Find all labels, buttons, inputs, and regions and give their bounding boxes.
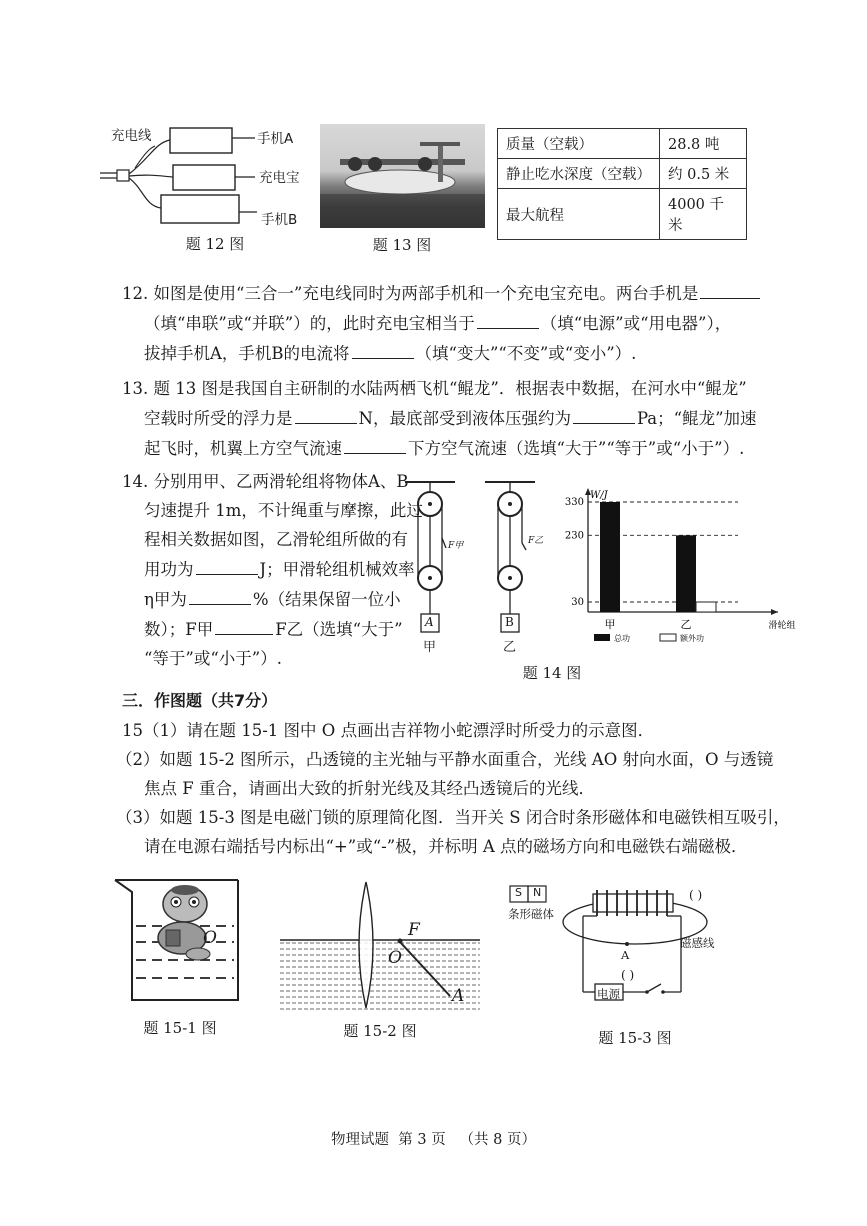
label-cable: 充电线 — [111, 128, 152, 144]
label-phone-b: 手机B — [261, 212, 298, 228]
object-a-label: A — [425, 615, 434, 629]
fig15-1-point-o: O — [203, 928, 217, 948]
question-14: 14. 分别用甲、乙两滑轮组将物体A、B 匀速提升 1m，不计绳重与摩擦，此过 程相关数据如图，乙滑轮组所做的有 用功为 J；甲滑轮组机械效率 η甲为 %（结果保留一位小 数）；F甲 F乙（选填“大于” “等于”或“小于”）. — [122, 472, 423, 668]
y-tick-label: 30 — [571, 597, 584, 608]
fig15-2-f: F — [408, 920, 420, 940]
page-footer: 物理试题 第 3 页 （共 8 页） — [331, 1132, 536, 1148]
figure-15-2 — [280, 880, 480, 1045]
power-source-label: 电源 — [597, 987, 620, 1001]
fig15-1-caption: 题 15-1 图 — [143, 1019, 217, 1037]
electromagnet-core — [593, 894, 673, 912]
y-tick-label: 230 — [564, 530, 584, 542]
spec-table — [497, 128, 747, 240]
label-bank: 充电宝 — [259, 170, 300, 186]
point-a-label: A — [621, 948, 630, 962]
phone-a-box — [170, 128, 232, 153]
fig14-caption: 题 14 图 — [522, 664, 582, 682]
fig12-caption: 题 12 图 — [185, 235, 245, 253]
pulley-a-name: 甲 — [423, 640, 437, 655]
legend-swatch-total — [594, 634, 610, 641]
bar-magnet-label: 条形磁体 — [508, 907, 554, 921]
spec-table-wrap — [497, 128, 747, 240]
y-axis-label: W/J — [590, 490, 608, 501]
fig15-2-o: O — [388, 948, 402, 968]
work-bar-chart — [548, 484, 796, 654]
magnet-s-label: S — [515, 886, 522, 899]
label-phone-a: 手机A — [257, 131, 294, 147]
bar-total-0 — [600, 502, 620, 612]
question-15: 15（1）请在题 15-1 图中 O 点画出吉祥物小蛇漂浮时所受力的示意图． （2）如题 15-2 图所示，凸透镜的主光轴与平静水面重合，光线 AO 射向水面，O 与透镜 焦点 F 重合，请画出大致的折射光线及其经凸透镜后的光线． （3）如题 15-3 图是电磁门锁的原理简化图．当开关 S 闭合时条形磁体和电磁铁相互吸引， 请在电源右端括号内标出“+”或“-”极，并标明 A 点的磁场方向和电磁铁右端磁极． — [116, 721, 790, 856]
question-12: 12. 如图是使用“三合一”充电线同时为两部手机和一个充电宝充电。两台手机是 （填“串联”或“并联”）的，此时充电宝相当于 （填“电源”或“用电器”）， 拔掉手机A，手机B的电流将 （填“变大”“不变”或“变小”）. — [122, 278, 762, 368]
kunlong-plane-photo — [320, 124, 485, 228]
pulley-b-name: 乙 — [503, 640, 517, 655]
figure-12 — [95, 118, 325, 258]
bank-box — [173, 165, 235, 190]
x-axis-arrow — [771, 609, 778, 615]
legend-label-total: 总功 — [614, 634, 630, 643]
section-3-title: 三．作图题（共7分） — [122, 691, 278, 710]
fig15-3-caption: 题 15-3 图 — [598, 1029, 672, 1047]
source-pole-bracket: ( ) — [621, 968, 635, 982]
bar-extra-1 — [696, 602, 716, 612]
question-13: 13. 题 13 图是我国自主研制的水陆两栖飞机“鲲龙”．根据表中数据，在河水中“鲲龙” 空载时所受的浮力是 N，最底部受到液体压强约为 Pa；“鲲龙”加速 起飞时，机翼上方空气流速 下方空气流速（选填“大于”“等于”或“小于”）. — [122, 379, 757, 458]
figure-15-1 — [110, 872, 250, 1042]
fig15-2-caption: 题 15-2 图 — [343, 1022, 417, 1040]
fig13-caption: 题 13 图 — [372, 236, 432, 254]
legend-swatch-extra — [660, 634, 676, 641]
fig15-2-a: A — [452, 986, 465, 1006]
work-bar-chart-svg — [548, 484, 796, 654]
snake-mascot-icon — [158, 885, 210, 960]
pulley-diagrams — [400, 478, 550, 653]
table-row: 静止吃水深度（空载） 约 0.5 米 — [498, 159, 747, 189]
x-axis-label: 滑轮组 — [768, 621, 796, 631]
x-tick-label: 乙 — [680, 618, 692, 631]
force-b-label: F乙 — [528, 536, 544, 546]
figure-15-3 — [505, 880, 745, 1045]
magnet-n-label: N — [533, 886, 542, 899]
phone-b-box — [161, 195, 239, 223]
x-tick-label: 甲 — [604, 618, 616, 631]
bar-total-1 — [676, 535, 696, 612]
force-a-label: F甲 — [448, 541, 464, 551]
object-b-label: B — [505, 615, 514, 629]
legend-label-extra: 额外功 — [680, 634, 704, 643]
y-tick-label: 330 — [564, 497, 584, 508]
table-row: 质量（空载） 28.8 吨 — [498, 129, 747, 159]
magnet-pole-bracket: ( ) — [689, 888, 703, 902]
field-line-label: 磁感线 — [680, 936, 715, 950]
table-row: 最大航程 4000 千米 — [498, 189, 747, 240]
switch-s — [647, 984, 661, 992]
